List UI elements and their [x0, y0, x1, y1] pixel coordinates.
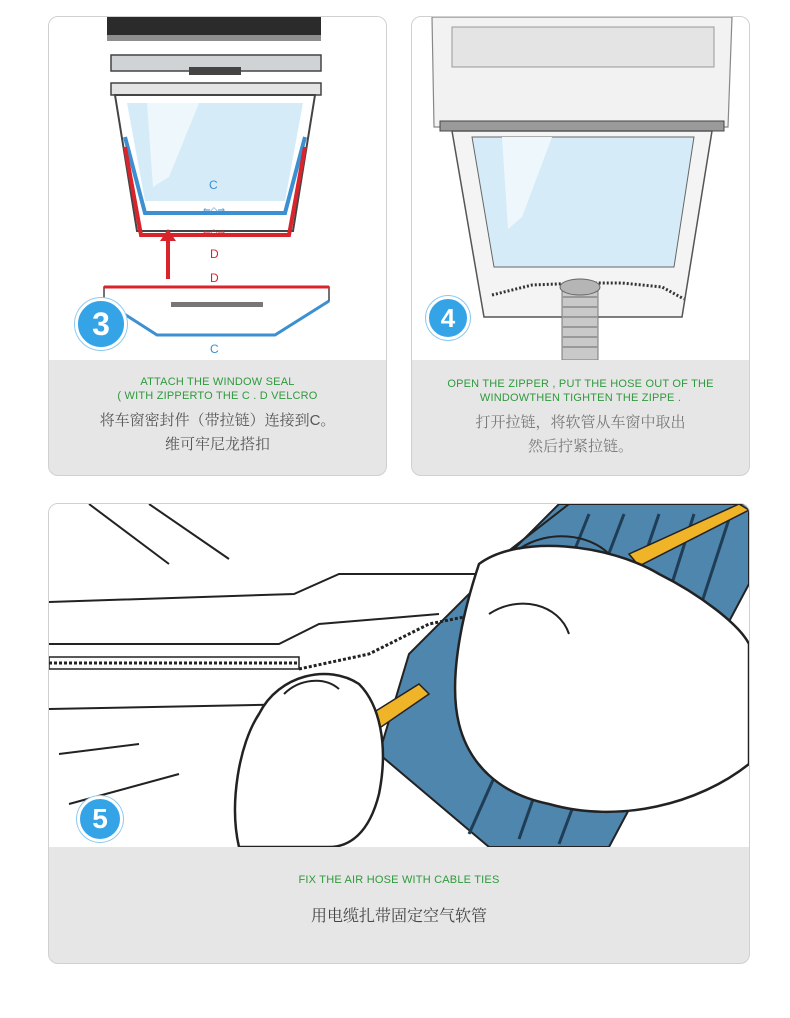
step-5-zh-line1: 用电缆扎带固定空气软管	[310, 908, 487, 925]
label-c-bottom: C	[210, 342, 219, 356]
step-5-illustration	[49, 504, 749, 847]
step-4-card	[411, 16, 750, 476]
step-4-caption	[412, 377, 749, 459]
step-5-card	[48, 503, 750, 964]
step-4-en-line1: OPEN THE ZIPPER , PUT THE HOSE OUT OF THE	[447, 378, 714, 390]
label-c-top: C	[209, 178, 218, 192]
step-3-en-line2: ( WITH ZIPPERTO THE C . D VELCRO	[117, 390, 318, 402]
step-5-en-line1: FIX THE AIR HOSE WITH CABLE TIES	[298, 874, 500, 886]
step-4-badge: 4	[426, 296, 470, 340]
step-5-caption	[49, 873, 749, 929]
svg-text:⇐◇⇒: ⇐◇⇒	[202, 228, 226, 238]
label-d-mid: D	[210, 247, 219, 261]
step-4-en-line2: WINDOWTHEN TIGHTEN THE ZIPPE .	[479, 392, 682, 404]
step-3-zh-line1: 将车窗密封件（带拉链）连接到C。	[99, 412, 336, 429]
step-3-badge: 3	[75, 298, 127, 350]
step-4-zh-line2: 然后拧紧拉链。	[527, 438, 633, 455]
svg-text:⇐◇⇒: ⇐◇⇒	[202, 206, 226, 216]
label-d-bottom: D	[210, 271, 219, 285]
step-3-caption	[49, 375, 386, 457]
step-3-zh-line2: 维可牢尼龙搭扣	[164, 436, 270, 453]
step-5-badge: 5	[77, 796, 123, 842]
step-3-en-line1: ATTACH THE WINDOW SEAL	[140, 376, 295, 388]
step-4-zh-line1: 打开拉链，将软管从车窗中取出	[475, 414, 686, 431]
step-3-card	[48, 16, 387, 476]
